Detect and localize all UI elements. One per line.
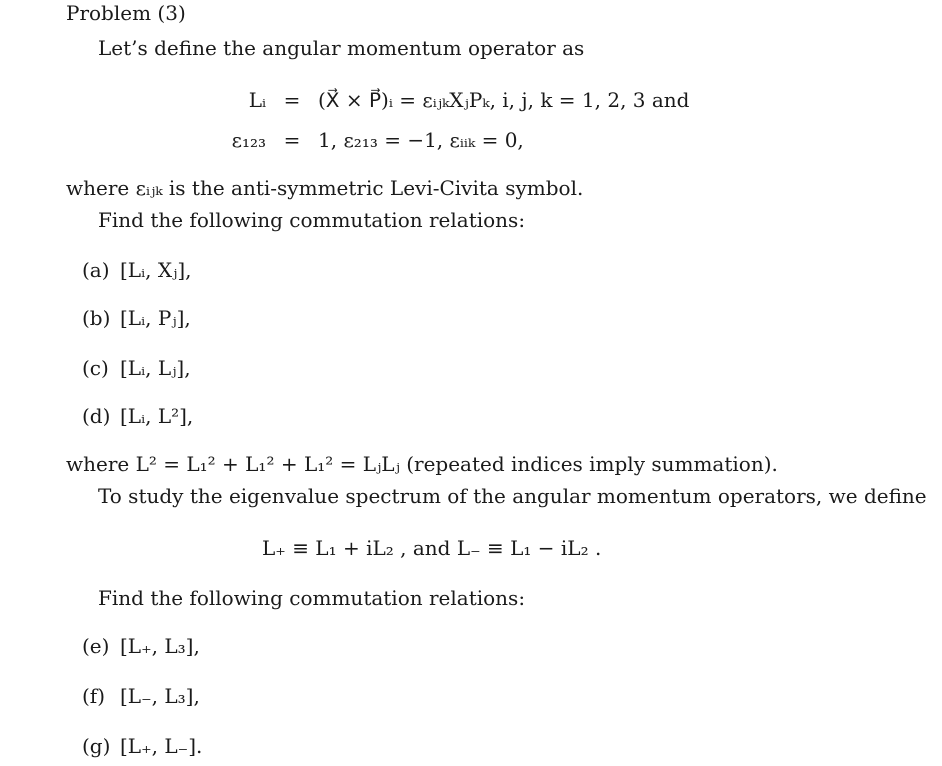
list-item: [82, 306, 191, 330]
list-item: [82, 634, 200, 658]
spectrum-text: To study the eigenvalue spectrum of the angular momentum operators, we define: [98, 484, 927, 508]
list-item: [82, 356, 191, 380]
intro-text: Let’s define the angular momentum operator as: [98, 36, 585, 60]
item-label: (d): [82, 404, 111, 428]
item-label: (f): [82, 684, 106, 708]
list-item: [82, 684, 200, 708]
item-expression: [L₋, L₃],: [120, 684, 200, 708]
equation-lhs: ε₁₂₃: [231, 128, 266, 152]
equation-rhs: 1, ε₂₁₃ = −1, εᵢᵢₖ = 0,: [318, 128, 524, 152]
item-expression: [L₊, L₋].: [120, 734, 203, 758]
list-item: [82, 258, 192, 282]
list-item: [82, 734, 202, 758]
item-expression: [Lᵢ, Xⱼ],: [120, 258, 192, 282]
equation-row-2: [0, 128, 942, 152]
ladder-operator-definition: L₊ ≡ L₁ + iL₂ , and L₋ ≡ L₁ − iL₂ .: [262, 536, 602, 560]
item-expression: [Lᵢ, L²],: [120, 404, 194, 428]
l-squared-definition: where L² = L₁² + L₁² + L₁² = LⱼLⱼ (repeated indices imply summation).: [66, 452, 778, 476]
equation-equals: =: [283, 128, 301, 152]
list-item: [82, 404, 193, 428]
item-expression: [Lᵢ, Pⱼ],: [120, 306, 191, 330]
find-instruction-1: Find the following commutation relations:: [98, 208, 526, 232]
item-label: (g): [82, 734, 111, 758]
equation-lhs: Lᵢ: [248, 88, 266, 112]
item-expression: [Lᵢ, Lⱼ],: [120, 356, 191, 380]
item-label: (a): [82, 258, 110, 282]
item-expression: [L₊, L₃],: [120, 634, 200, 658]
item-label: (b): [82, 306, 111, 330]
levi-civita-text: where εᵢⱼₖ is the anti-symmetric Levi-Civita symbol.: [66, 176, 584, 200]
item-label: (e): [82, 634, 110, 658]
equation-rhs: (X⃗ × P⃗)ᵢ = εᵢⱼₖXⱼPₖ, i, j, k = 1, 2, 3 and: [318, 88, 690, 112]
find-instruction-2: Find the following commutation relations:: [98, 586, 526, 610]
equation-row-1: [0, 88, 942, 112]
problem-title: Problem (3): [66, 1, 186, 25]
equation-equals: =: [283, 88, 301, 112]
item-label: (c): [82, 356, 109, 380]
